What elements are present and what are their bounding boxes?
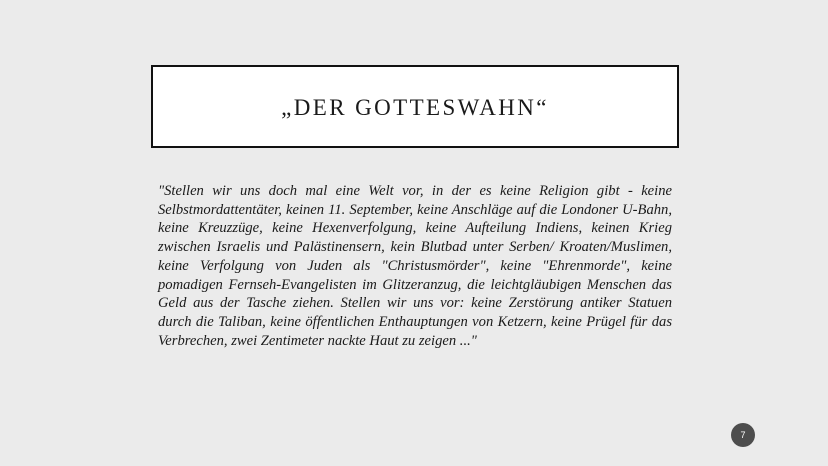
title-box bbox=[151, 65, 679, 148]
quote-text: "Stellen wir uns doch mal eine Welt vor, in der es keine Religion gibt - keine Selbstmordattentäter, keinen 11. September, keine Anschläge auf die Londoner U-Bahn, keine Kreuzzüge, keine Hexenverfolgung, keine Aufteilung Indiens, keinen Krieg zwischen Israelis und Palästinensern, kein Blutbad unter Serben/ Kroaten/Muslimen, keine Verfolgung von Juden als "Christusmörder", keine "Ehrenmorde", keine pomadigen Fernseh-Evangelisten im Glitzeranzug, die leichtgläubigen Menschen das Geld aus der Tasche ziehen. Stellen wir uns vor: keine Zerstörung antiker Statuen durch die Taliban, keine öffentlichen Enthauptungen von Ketzern, keine Prügel für das Verbrechen, zwei Zentimeter nackte Haut zu zeigen ..." bbox=[158, 183, 672, 349]
page-number-badge: 7 bbox=[731, 423, 755, 447]
slide-title: „DER GOTTESWAHN“ bbox=[281, 94, 549, 120]
